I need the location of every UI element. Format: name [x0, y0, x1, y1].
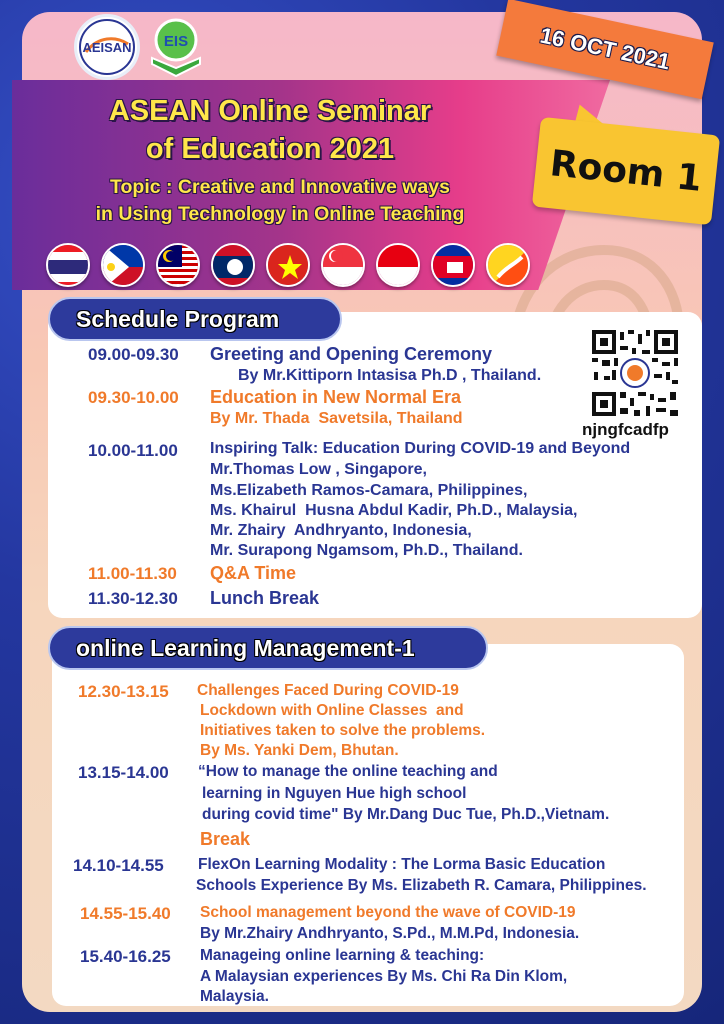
event-date: 16 OCT 2021: [537, 22, 673, 75]
schedule-time-4: 11.00-11.30: [88, 564, 177, 583]
olm-item-6-line: Malaysia.: [200, 988, 269, 1005]
cambodia-flag-icon: [431, 243, 475, 287]
room-bubble: [532, 117, 720, 225]
qr-code-text: njngfcadfp: [582, 420, 669, 439]
olm-item-6-line: Manageing online learning & teaching:: [200, 947, 485, 964]
olm-item-5-line: School management beyond the wave of COVID-19: [200, 904, 576, 921]
schedule-time-3: 10.00-11.00: [88, 441, 178, 460]
seminar-topic: [30, 174, 530, 228]
malaysia-flag-icon: [156, 243, 200, 287]
schedule-time-5: 11.30-12.30: [88, 589, 178, 608]
olm-item-4-line: FlexOn Learning Modality : The Lorma Basic Education: [198, 856, 606, 873]
olm-time-5: 14.55-15.40: [80, 904, 171, 923]
schedule-item-3-title: Inspiring Talk: Education During COVID-19 and Beyond: [210, 440, 631, 457]
olm-break: Break: [200, 829, 251, 849]
schedule-item-3-speaker: Mr. Zhairy Andhryanto, Indonesia,: [210, 522, 472, 539]
schedule-item-4-title: Q&A Time: [210, 563, 297, 583]
title-line-1: ASEAN Online Seminar: [108, 95, 432, 127]
schedule-time-2: 09.30-10.00: [88, 388, 179, 407]
olm-item-2-line: during covid time" By Mr.Dang Duc Tue, Ph.D.,Vietnam.: [202, 806, 610, 823]
olm-time-4: 14.10-14.55: [73, 856, 164, 875]
olm-time-6: 15.40-16.25: [80, 947, 171, 966]
schedule-item-2-speaker: By Mr. Thada Savetsila, Thailand: [210, 410, 463, 427]
laos-flag-icon: [211, 243, 255, 287]
olm-item-6-line: A Malaysian experiences By Ms. Chi Ra Din Klom,: [200, 968, 568, 985]
olm-item-1-line: By Ms. Yanki Dem, Bhutan.: [200, 742, 399, 759]
schedule-item-1-speaker: By Mr.Kittiporn Intasisa Ph.D , Thailand.: [238, 367, 542, 384]
topic-line-1: Topic : Creative and Innovative ways: [110, 176, 450, 198]
schedule-item-3-speaker: Mr.Thomas Low , Singapore,: [210, 461, 427, 478]
schedule-item-2-title: Education in New Normal Era: [210, 387, 462, 407]
schedule-item-3-speaker: Mr. Surapong Ngamsom, Ph.D., Thailand.: [210, 542, 523, 559]
qr-code-icon[interactable]: [590, 328, 680, 418]
bhutan-flag-icon: [486, 243, 530, 287]
olm-item-4-line: Schools Experience By Ms. Elizabeth R. Camara, Philippines.: [196, 877, 647, 894]
indonesia-flag-icon: [376, 243, 420, 287]
seminar-title: [40, 92, 500, 168]
olm-time-2: 13.15-14.00: [78, 763, 169, 782]
olm-item-1-line: Challenges Faced During COVID-19: [197, 682, 459, 699]
olm-item-1-line: Lockdown with Online Classes and: [200, 702, 464, 719]
olm-item-2-line: “How to manage the online teaching and: [198, 763, 498, 780]
schedule-time-1: 09.00-09.30: [88, 345, 179, 364]
aeisan-logo: [74, 14, 140, 80]
thailand-flag-icon: [46, 243, 90, 287]
schedule-heading: Schedule Program: [48, 297, 342, 341]
olm-time-1: 12.30-13.15: [78, 682, 169, 701]
olm-item-1-line: Initiatives taken to solve the problems.: [200, 722, 486, 739]
singapore-flag-icon: [321, 243, 365, 287]
schedule-item-1-title: Greeting and Opening Ceremony: [210, 344, 493, 364]
room-label: Room 1: [548, 142, 704, 200]
philippines-flag-icon: [101, 243, 145, 287]
olm-item-2-line: learning in Nguyen Hue high school: [202, 785, 467, 802]
schedule-item-3-speaker: Ms.Elizabeth Ramos-Camara, Philippines,: [210, 482, 528, 499]
eis-logo: [146, 14, 206, 80]
olm-heading: online Learning Management-1: [48, 626, 488, 670]
svg-text:AEISAN: AEISAN: [82, 40, 132, 55]
topic-line-2: in Using Technology in Online Teaching: [95, 203, 465, 225]
flag-row: [46, 243, 530, 287]
olm-item-5-line: By Mr.Zhairy Andhryanto, S.Pd., M.M.Pd, Indonesia.: [200, 925, 580, 942]
schedule-item-5-title: Lunch Break: [210, 588, 320, 608]
svg-text:EIS: EIS: [163, 33, 189, 50]
schedule-item-3-speaker: Ms. Khairul Husna Abdul Kadir, Ph.D., Malaysia,: [210, 502, 578, 519]
title-line-2: of Education 2021: [145, 133, 395, 165]
vietnam-flag-icon: [266, 243, 310, 287]
